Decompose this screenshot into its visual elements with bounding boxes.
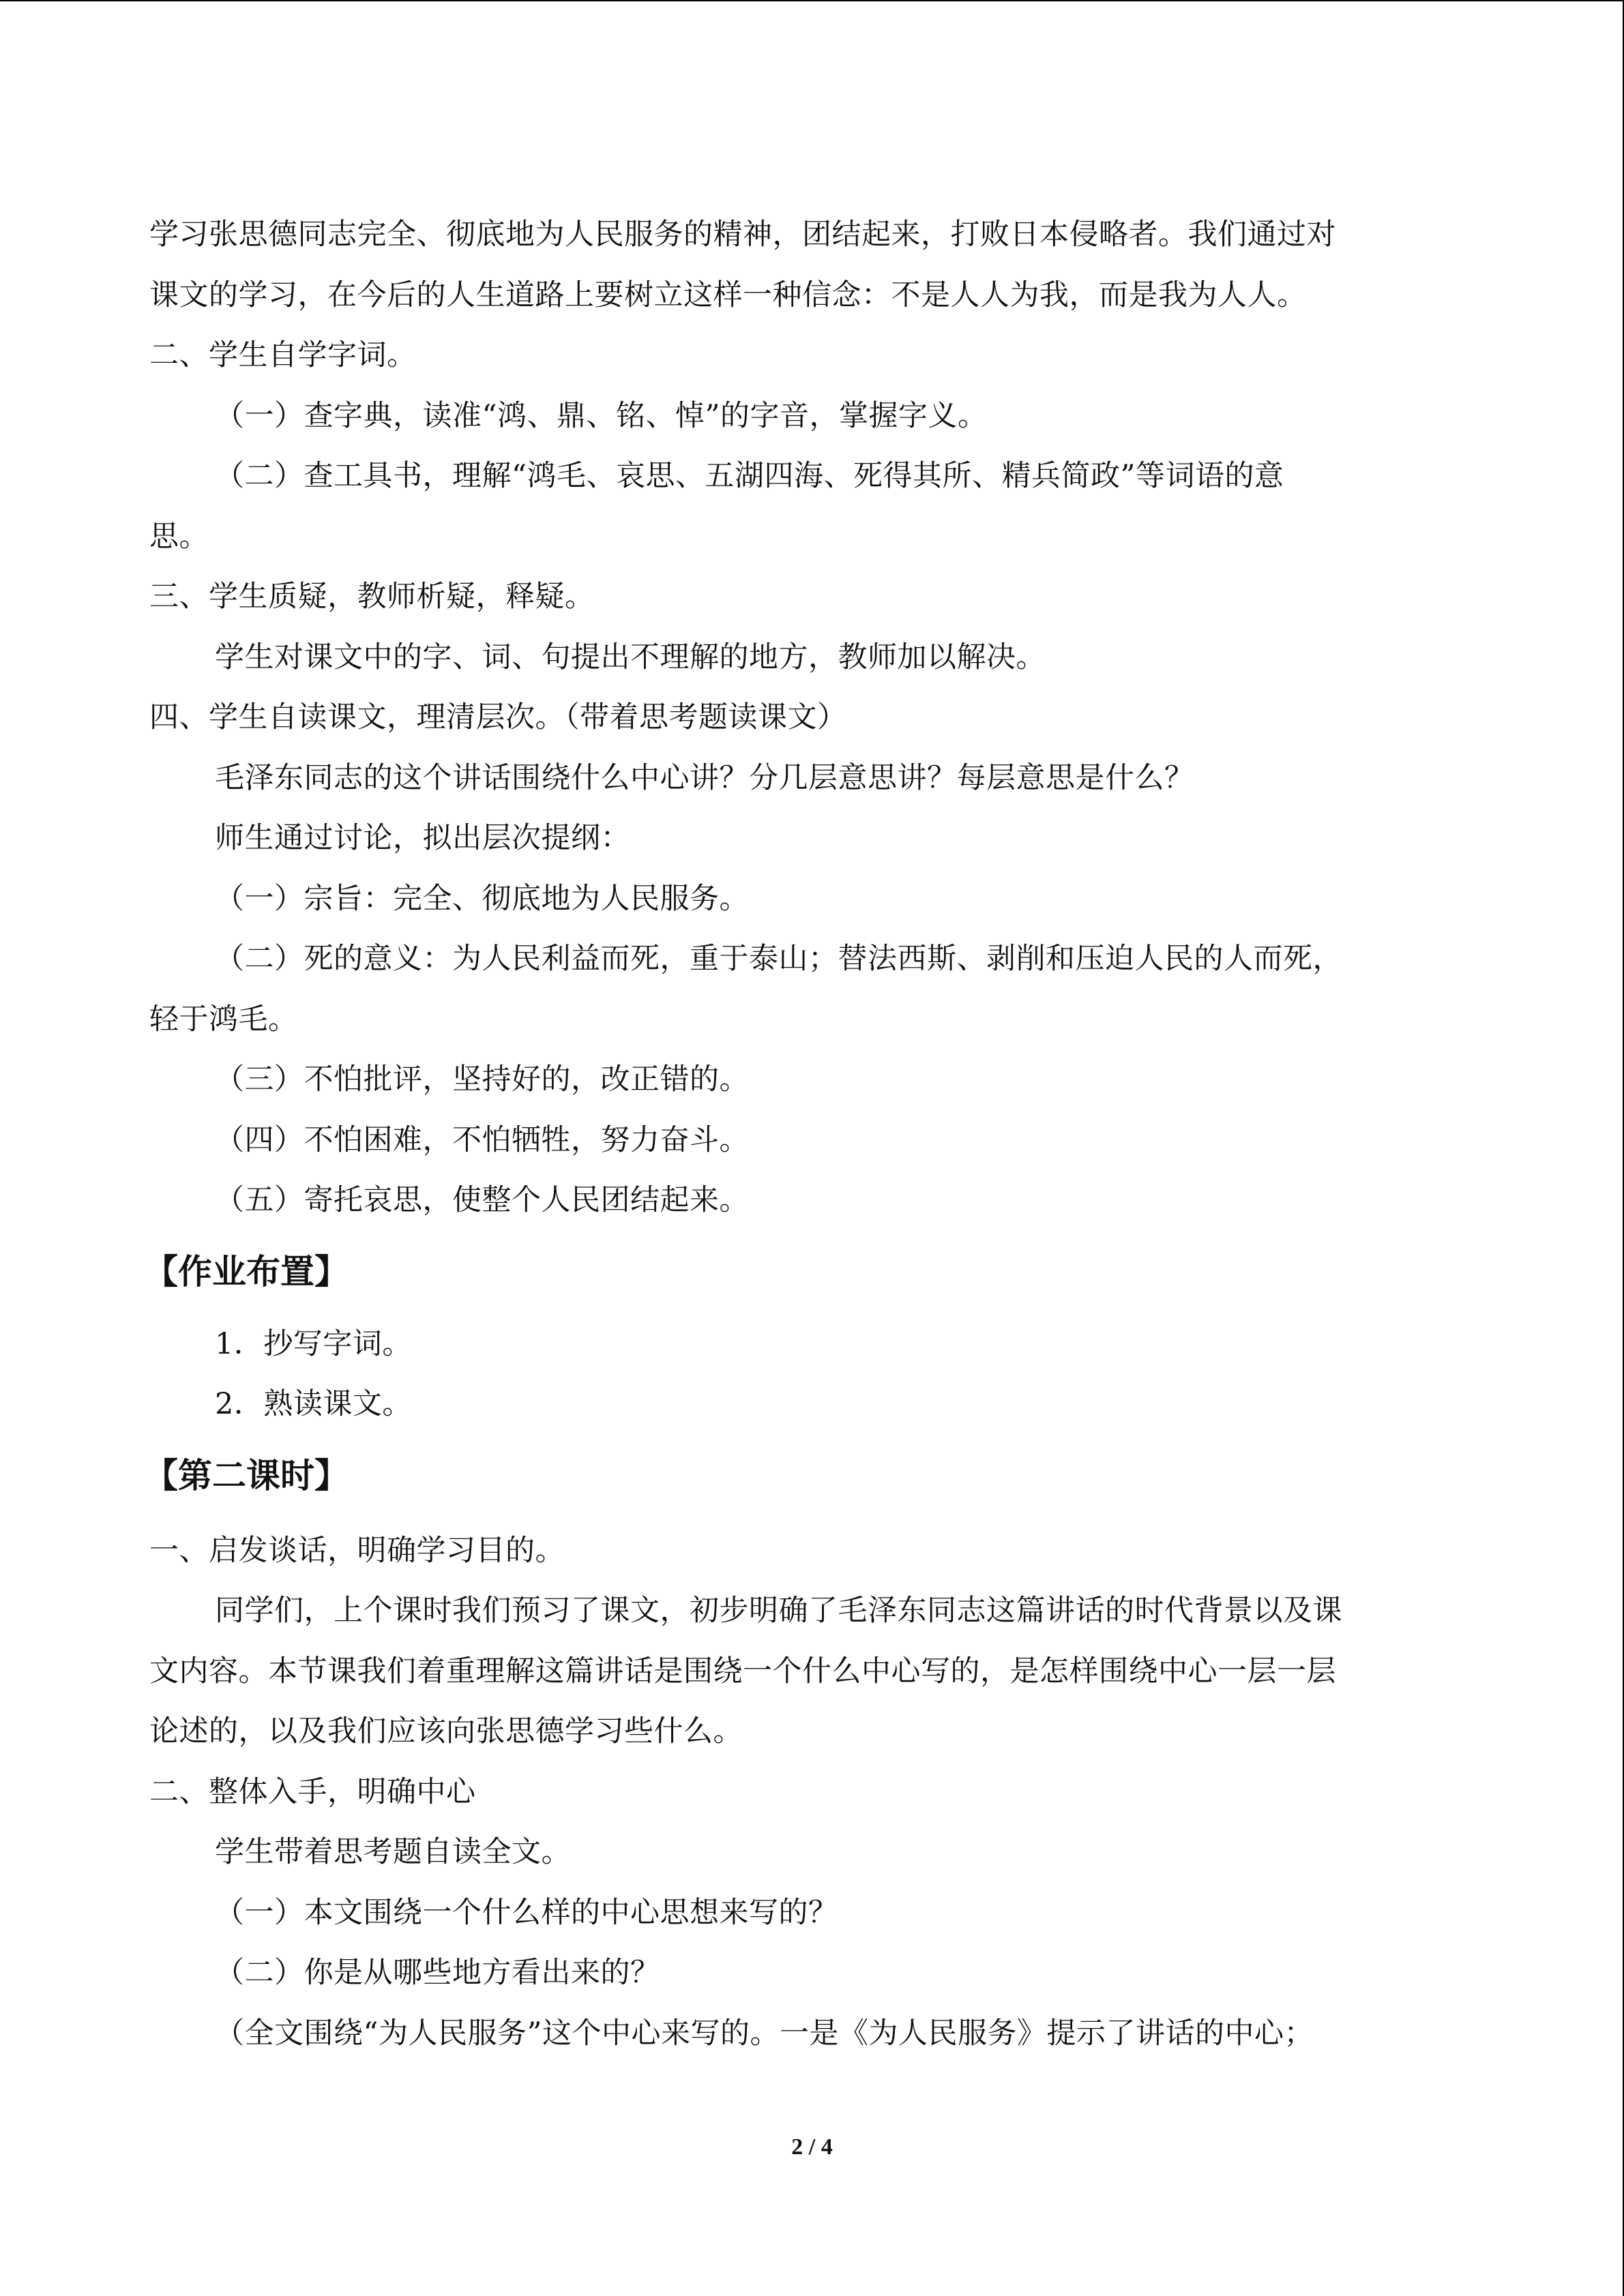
list-item: （二）死的意义：为人民利益而死，重于泰山；替法西斯、剥削和压迫人民的人而死，	[215, 942, 1342, 976]
paragraph-line: （全文围绕“为人民服务”这个中心来写的。一是《为人民服务》提示了讲话的中心；	[215, 2016, 1314, 2051]
homework-heading: 【作业布置】	[144, 1251, 349, 1292]
section-heading: 二、学生自学字词。	[149, 338, 417, 372]
section-heading: 三、学生质疑，教师析疑，释疑。	[149, 580, 595, 614]
section-heading: 一、启发谈话，明确学习目的。	[149, 1533, 565, 1568]
homework-item: 1．抄写字词。	[215, 1326, 412, 1361]
paragraph-line: 文内容。本节课我们着重理解这篇讲话是围绕一个什么中心写的，是怎样围绕中心一层一层	[149, 1654, 1336, 1688]
second-lesson-heading: 【第二课时】	[144, 1455, 349, 1495]
paragraph-line: 毛泽东同志的这个讲话围绕什么中心讲？分几层意思讲？每层意思是什么？	[215, 760, 1194, 795]
list-item: （五）寄托哀思，使整个人民团结起来。	[215, 1183, 749, 1217]
list-item: （一）宗旨：完全、彻底地为人民服务。	[215, 881, 749, 916]
list-item: （二）你是从哪些地方看出来的？	[215, 1956, 660, 1990]
paragraph-line: 同学们，上个课时我们预习了课文，初步明确了毛泽东同志这篇讲话的时代背景以及课	[215, 1594, 1342, 1628]
paragraph-line: 师生通过讨论，拟出层次提纲：	[215, 821, 630, 855]
paragraph-line: 课文的学习，在今后的人生道路上要树立这样一种信念：不是人人为我，而是我为人人。	[149, 278, 1307, 312]
list-item: （三）不怕批评，坚持好的，改正错的。	[215, 1062, 749, 1097]
paragraph-line: 学生对课文中的字、词、句提出不理解的地方，教师加以解决。	[215, 640, 1046, 674]
list-item: （一）查字典，读准“鸿、鼎、铭、悼”的字音，掌握字义。	[215, 398, 988, 433]
homework-item: 2．熟读课文。	[215, 1387, 412, 1421]
list-item: （一）本文围绕一个什么样的中心思想来写的？	[215, 1895, 838, 1930]
paragraph-line: 论述的，以及我们应该向张思德学习些什么。	[149, 1714, 743, 1748]
paragraph-line: 轻于鸿毛。	[149, 1002, 298, 1037]
page-border-top	[0, 0, 1624, 1]
page-number: 2 / 4	[791, 2134, 833, 2160]
list-item: （四）不怕困难，不怕牺牲，努力奋斗。	[215, 1122, 749, 1157]
paragraph-line: 思。	[149, 519, 209, 554]
document-body	[144, 205, 1473, 2063]
section-heading: 二、整体入手，明确中心	[149, 1774, 476, 1809]
paragraph-line: 学习张思德同志完全、彻底地为人民服务的精神，团结起来，打败日本侵略者。我们通过对	[149, 218, 1336, 252]
paragraph-line: 学生带着思考题自读全文。	[215, 1835, 571, 1869]
list-item: （二）查工具书，理解“鸿毛、哀思、五湖四海、死得其所、精兵简政”等词语的意	[215, 459, 1284, 493]
section-heading: 四、学生自读课文，理清层次。（带着思考题读课文）	[149, 700, 847, 734]
